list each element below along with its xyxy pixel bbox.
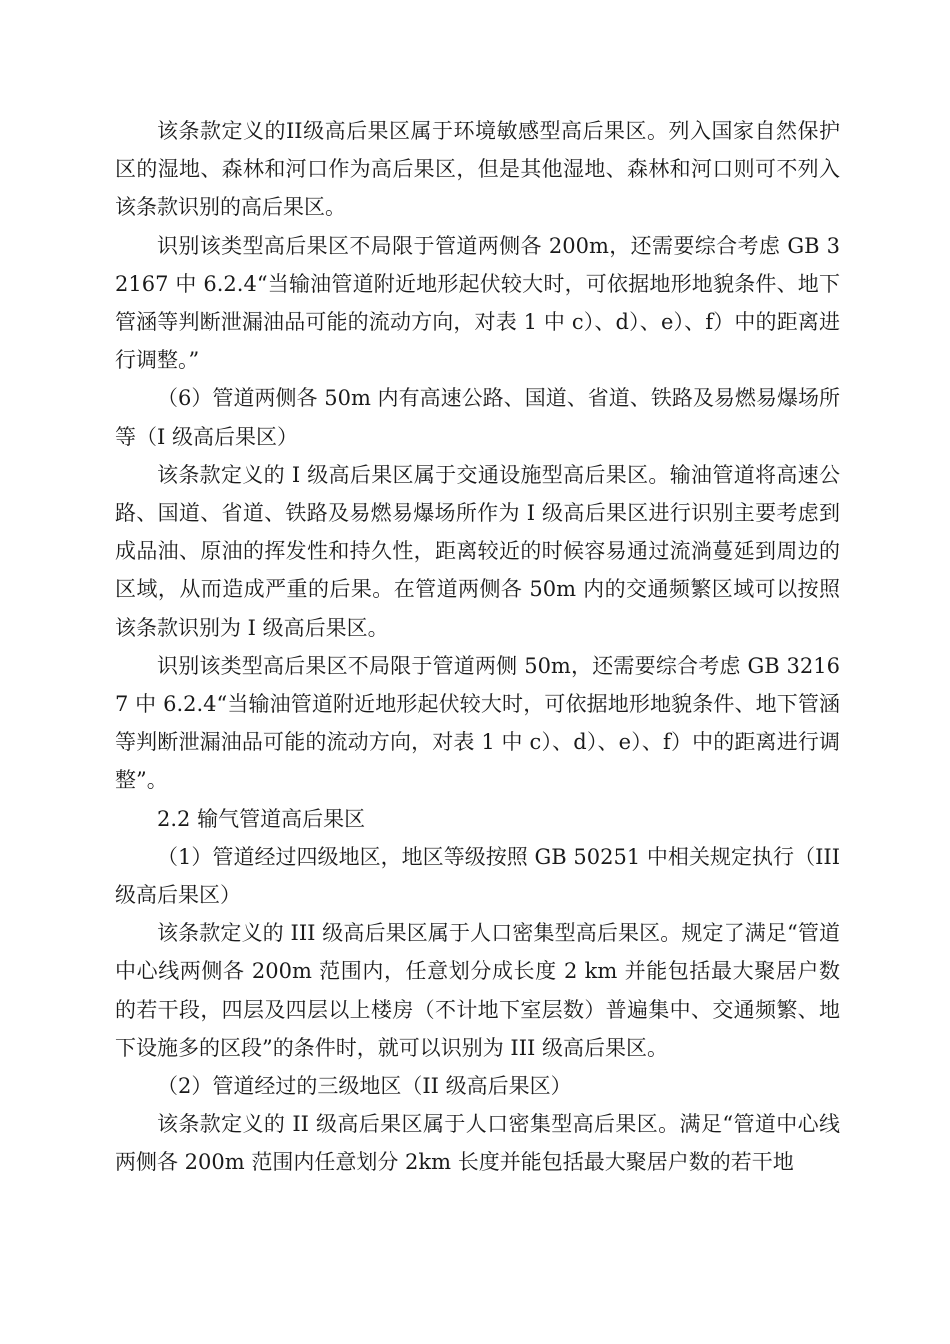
paragraph-clause-6-heading: （6）管道两侧各 50m 内有高速公路、国道、省道、铁路及易燃易爆场所等（I 级高后果区） xyxy=(115,386,840,449)
paragraph-oil-200m-adjustment: 识别该类型高后果区不局限于管道两侧各 200m，还需要综合考虑 GB 32167 中 6.2.4“当输油管道附近地形起伏较大时，可依据地形地貌条件、地下管涵等判断泄漏油品可能的流动方向，对表 1 中 c）、d）、e）、f）中的距离进行调整。” xyxy=(115,233,840,373)
paragraph-gas-clause-2-heading: （2）管道经过的三级地区（II 级高后果区） xyxy=(157,1074,572,1099)
document-body xyxy=(115,112,840,1182)
paragraph-traffic-definition: 该条款定义的 I 级高后果区属于交通设施型高后果区。输油管道将高速公路、国道、省道、铁路及易燃易爆场所作为 I 级高后果区进行识别主要考虑到成品油、原油的挥发性和持久性，距离较近的时候容易通过流淌蔓延到周边的区域，从而造成严重的后果。在管道两侧各 50m 内的交通频繁区域可以按照该条款识别为 I 级高后果区。 xyxy=(115,462,840,640)
section-heading-gas-pipeline: 2.2 输气管道高后果区 xyxy=(157,806,366,831)
paragraph-oil-50m-adjustment: 识别该类型高后果区不局限于管道两侧 50m，还需要综合考虑 GB 32167 中 6.2.4“当输油管道附近地形起伏较大时，可依据地形地貌条件、地下管涵等判断泄漏油品可能的流动方向，对表 1 中 c）、d）、e）、f）中的距离进行调整”。 xyxy=(115,653,840,793)
paragraph-gas-clause-1-heading: （1）管道经过四级地区，地区等级按照 GB 50251 中相关规定执行（III 级高后果区） xyxy=(115,844,840,908)
paragraph-env-sensitive-definition: 该条款定义的II级高后果区属于环境敏感型高后果区。列入国家自然保护区的湿地、森林和河口作为高后果区，但是其他湿地、森林和河口则可不列入该条款识别的高后果区。 xyxy=(115,119,840,220)
paragraph-level-iii-definition: 该条款定义的 III 级高后果区属于人口密集型高后果区。规定了满足“管道中心线两侧各 200m 范围内，任意划分成长度 2 km 并能包括最大聚居户数的若干段，四层及四层以上楼房（不计地下室层数）普遍集中、交通频繁、地下设施多的区段”的条件时，就可以识别为 III 级高后果区。 xyxy=(115,921,840,1060)
paragraph-level-ii-definition: 该条款定义的 II 级高后果区属于人口密集型高后果区。满足“管道中心线两侧各 200m 范围内任意划分 2km 长度并能包括最大聚居户数的若干地 xyxy=(115,1112,840,1175)
